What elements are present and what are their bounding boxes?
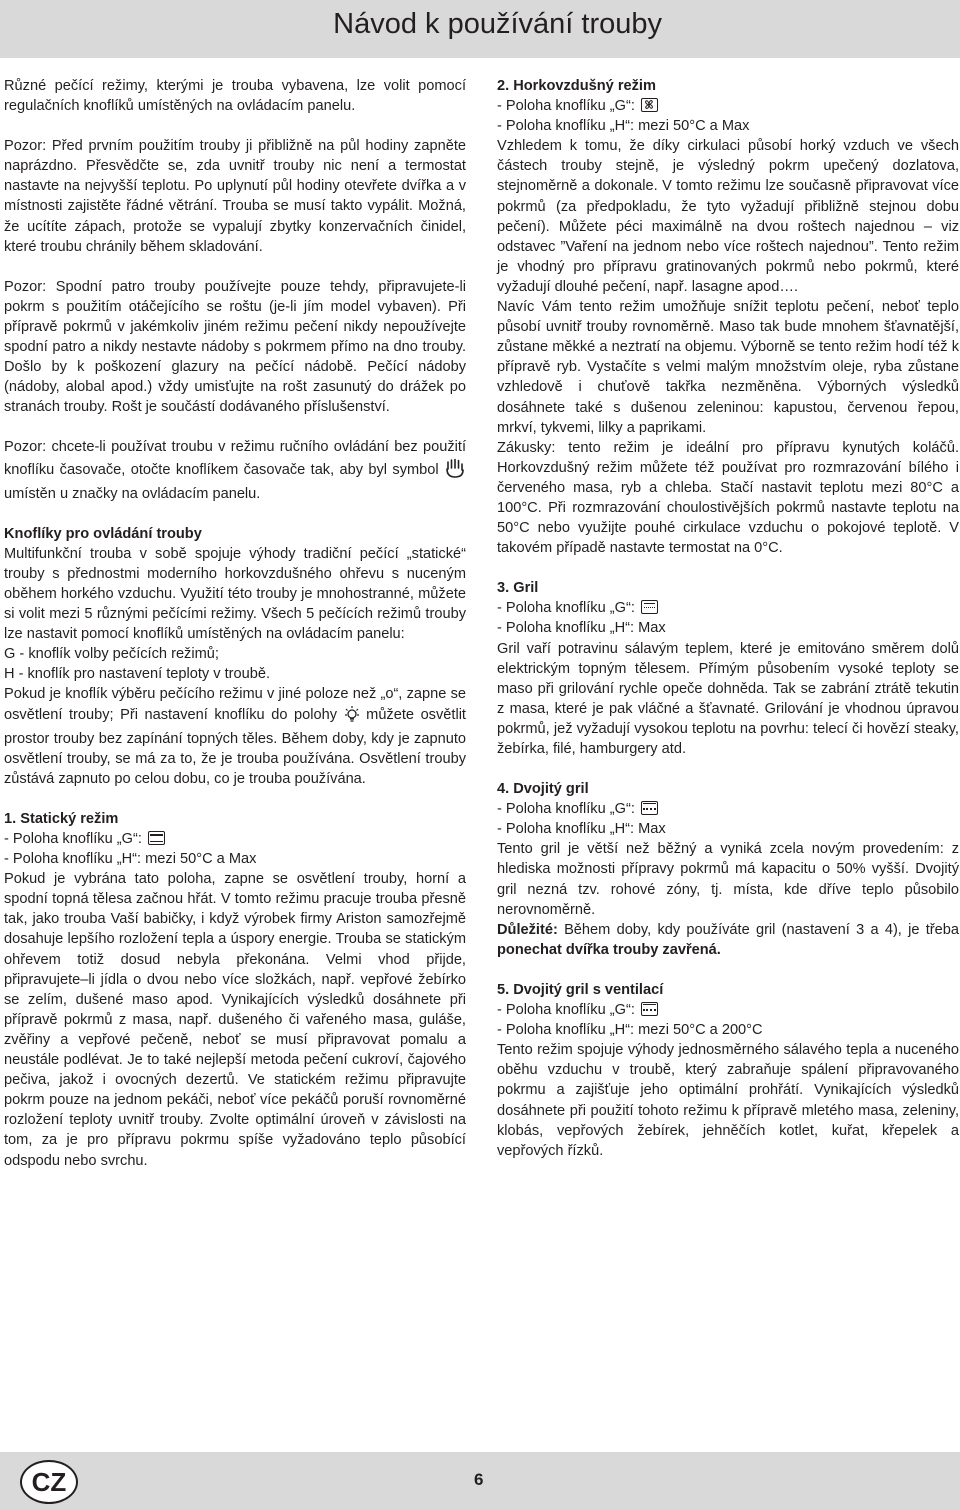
knobs-light-text-b: můžete osvětlit prostor trouby bez zapínání topných těles. Během doby, kdy je zapnuto osvětlení trouby, se má za to, že je trouba používána. Osvětlení trouby zůstává zapnuto po celou dobu, co je trouba používána.	[4, 706, 466, 787]
section-5-g-text: - Poloha knoflíku „G“:	[497, 1002, 635, 1019]
section-1-heading: 1. Statický režim	[4, 810, 119, 827]
warning-timer	[4, 437, 466, 503]
double-grill-icon	[641, 801, 658, 815]
important-label: Důležité:	[497, 921, 558, 938]
knobs-light-paragraph	[4, 684, 466, 788]
static-mode-icon	[148, 831, 165, 845]
section-3-h: - Poloha knoflíku „H“: Max	[497, 620, 666, 637]
fan-mode-icon	[641, 98, 658, 112]
language-badge: CZ	[20, 1460, 78, 1504]
intro-paragraph: Různé pečící režimy, kterými je trouba vybavena, lze volit pomocí regulačních knoflíků umístěných na ovládacím panelu.	[4, 78, 466, 115]
section-2-heading: 2. Horkovzdušný režim	[497, 78, 656, 94]
section-4-g-text: - Poloha knoflíku „G“:	[497, 801, 635, 818]
warning-timer-text-a: Pozor: chcete-li používat troubu v režimu ručního ovládání bez použití knoflíku časovače, otočte knoflíkem časovače tak, aby byl symbol	[4, 439, 466, 478]
section-4-heading: 4. Dvojitý gril	[497, 781, 589, 798]
knobs-heading: Knoflíky pro ovládání trouby	[4, 525, 202, 542]
section-4-important	[497, 920, 959, 960]
section-5-g	[497, 1000, 959, 1020]
lamp-icon	[344, 705, 360, 729]
section-5-heading: 5. Dvojitý gril s ventilací	[497, 981, 664, 998]
section-2-g	[497, 96, 959, 116]
section-4-h: - Poloha knoflíku „H“: Max	[497, 821, 666, 838]
section-1-g-text: - Poloha knoflíku „G“:	[4, 831, 142, 847]
section-1-h: - Poloha knoflíku „H“: mezi 50°C a Max	[4, 851, 257, 868]
warning-timer-text-b: umístěn u značky na ovládacím panelu.	[4, 485, 261, 502]
section-5-text: Tento režim spojuje výhody jednosměrného sálavého tepla a nuceného oběhu vzduchu v troubě, který zabraňuje spálení připravovaného pokrmu a zajišťuje jeho optimální prohřátí. Vynikajících výsledků dosáhnete při použití tohoto režimu k přípravě mletého masa, zeleniny, klobás, vepřových žebírek, jehněčích kotlet, kuřat, křepelek a vepřových řízků.	[497, 1042, 959, 1159]
section-2-h: - Poloha knoflíku „H“: mezi 50°C a Max	[497, 118, 750, 135]
knob-g-line: G - knoflík volby pečících režimů;	[4, 646, 219, 663]
section-5-h: - Poloha knoflíku „H“: mezi 50°C a 200°C	[497, 1022, 763, 1039]
important-text-b: ponechat dvířka trouby zavřená.	[497, 941, 721, 958]
section-3-g-text: - Poloha knoflíku „G“:	[497, 600, 635, 617]
hand-icon	[444, 458, 466, 484]
section-2-g-text: - Poloha knoflíku „G“:	[497, 98, 635, 115]
page-title: Návod k používání trouby	[333, 8, 662, 40]
section-2-text-2: Navíc Vám tento režim umožňuje snížit teplotu pečení, neboť teplo působí uvnitř trouby rovnoměrně. Maso tak bude mnohem šťavnatější, zůstane měkké a neztratí na objemu. Výborně se tento režim hodí též k přípravě ryb. Vystačíte s velmi malým množstvím oleje, ryba zůstane vzhledově i chuťově takřka nezměněna. Výborných výsledků dosáhnete také s dušenou zeleninou: kapustou, červenou řepou, mrkví, tykvemi, lilky a paprikami.	[497, 299, 959, 436]
section-1-text: Pokud je vybrána tato poloha, zapne se osvětlení trouby, horní a spodní topná tělesa začnou hřát. V tomto režimu pracuje trouba přesně tak, jako trouba Vaší babičky, i když výrobek firmy Ariston samozřejmě dosahuje lepšího rozložení tepla a úspory energie. Trouba se statickým ohřevem totiž dosud nebyla překonána. Velmi vhod přijde, připravujete–li jídla o dvou nebo více složkách, např. vepřové žebírko se zelím, dušené maso apod. Vynikajících výsledků dosáhnete při přípravě pokrmů z masa, např. dušeného či vařeného masa, guláše, zvěřiny a vepřové pečeně, neboť se musí připravovat pomalu a neustále podlévat. Je to také nejlepší metoda pečení cukroví, čajového pečiva, jakož i ovocných dezertů. Ve statickém režimu připravujte pokrm pouze na jednom pekáči, neboť více pekáčů poruší rovnoměrné rozložení teploty uvnitř trouby. Zvolte optimální úroveň v závislosti na tom, za je pro přípravu pokrmu spíše vyžadováno teplo působící odspodu nebo svrchu.	[4, 871, 466, 1169]
section-4-g	[497, 799, 959, 819]
section-3-g	[497, 598, 959, 618]
section-2-text-3: Zákusky: tento režim je ideální pro přípravu kynutých koláčů. Horkovzdušný režim můžete též používat pro rozmrazování bílého i červeného masa, ryb a chleba. Stačí nastavit teplotu mezi 80°C a 100°C. Při rozmrazování choulostivějších pokrmů nastavte teplotu na 50°C nebo využijte pouhé cirkulace vzduchu o pokojové teplotě. V takovém případě nastavte termostat na 0°C.	[497, 439, 959, 557]
section-1-g	[4, 829, 466, 849]
section-2-text: Vzhledem k tomu, že díky cirkulaci působí horký vzduch ve všech částech trouby stejně, je výsledný pokrm upečený dozlatova, stejnoměrně a dokonale. V tomto režimu lze současně připravovat více pokrmů (za předpokladu, že tyto vyžadují přibližně stejnou dobu pečení). Můžete péci maximálně na dvou roštech najednou – viz odstavec ”Vaření na jednom nebo více roštech najednou”. Tento režim je vhodný pro přípravu gratinovaných pokrmů nebo pokrmů, které vyžadují dlouhé pečení, např. lasagne apod….	[497, 138, 959, 295]
ventilated-double-grill-icon	[641, 1002, 658, 1016]
section-3-text: Gril vaří potravinu sálavým teplem, které je emitováno směrem dolů elektrickým topným tělesem. Přímým působením vysoké teploty se maso při grilování rychle opeče dohněda. Tak se zabrání ztrátě tekutin z masa, které je pak vláčné a šťavnaté. Grilování je vhodnou úpravou pokrmů, jež vyžadují vysokou teplotu na povrhu: telecí či hovězí steaky, žebírka, filé, hamburgery atd.	[497, 640, 959, 757]
grill-icon	[641, 600, 658, 614]
right-column	[497, 76, 959, 1161]
page-number: 6	[474, 1470, 484, 1489]
knobs-paragraph: Multifunkční trouba v sobě spojuje výhody tradiční pečící „statické“ trouby s přednostmi moderního horkovzdušného ohřevu s nuceným oběhem horkého vzduchu. Využití této trouby je mnohostranné, můžete si volit mezi 5 různými pečícími režimy. Všech 5 pečících režimů trouby lze nastavit pomocí knoflíků umístěných na ovládacím panelu:	[4, 545, 466, 643]
left-column	[4, 76, 466, 1171]
knobs-light-text-a: Pokud je knoflík výběru pečícího režimu v jiné poloze než „o“, zapne se osvětlení trouby; Při nastavení knoflíku do polohy	[4, 686, 466, 723]
knob-h-line: H - knoflík pro nastavení teploty v troubě.	[4, 666, 271, 683]
section-3-heading: 3. Gril	[497, 580, 539, 597]
section-4-text: Tento gril je větší než běžný a vyniká zcela novým provedením: z hlediska možnosti přípravy pokrmů má kapacitu o 50% vyšší. Dvojitý gril nezná tzv. rohové zóny, tj. místa, kde dříve teplo působilo nerovnoměrně.	[497, 841, 959, 918]
warning-first-use: Pozor: Před prvním použitím trouby ji přibližně na půl hodiny zapněte naprázdno. Přesvědčte se, zda uvnitř trouby nic není a termostat nastavte na nejvyšší teplotu. Po uplynutí půl hodiny otevřete dvířka a v místnosti zajistěte řádné větrání. Trouba se musí takto vypálit. Možná, že ucítíte zápach, protože se vypalují zbytky konzervačních činidel, které troubu chránily během skladování.	[4, 138, 466, 255]
important-text-a: Během doby, kdy používáte gril (nastavení 3 a 4), je třeba	[564, 921, 959, 938]
warning-bottom-shelf: Pozor: Spodní patro trouby používejte pouze tehdy, připravujete-li pokrm s použitím otáčejícího se roštu (je-li jím model vybaven). Při přípravě pokrmů v jakémkoliv jiném režimu pečení nikdy nepoužívejte spodní patro a nikdy nestavte nádoby s pokrmem přímo na dno trouby. Došlo by k poškození glazury na pečící nádobě. Pečící nádoby (nádoby, alobal apod.) vždy umisťujte na rošt zasunutý do drážek po stranách trouby. Rošt je součástí dodávaného příslušenství.	[4, 278, 466, 416]
